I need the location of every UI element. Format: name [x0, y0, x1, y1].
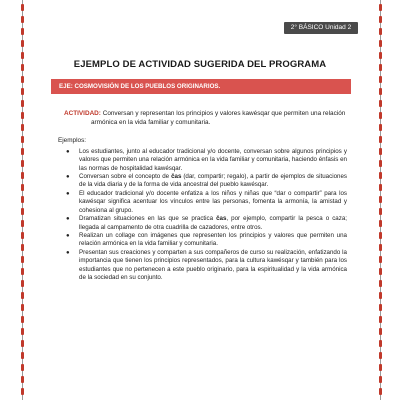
stitch-mark [21, 364, 24, 371]
bullet-icon: ● [66, 191, 70, 198]
stitch-mark [21, 88, 24, 95]
examples-list [64, 148, 347, 282]
stitch-mark [379, 256, 382, 263]
stitch-mark [379, 340, 382, 347]
bullet-icon: ● [66, 216, 70, 223]
stitch-mark [379, 184, 382, 191]
stitch-mark [21, 352, 24, 359]
list-item: ● Presentan sus creaciones y comparten a sus compañeros de curso su realización, enfatizando la importancia que tienen los principios representados, para la cultura kawésqar y también para los estudiantes que no pertenecen a este pueblo originario, para la espiritualidad y la vida armónica de la sociedad en su conjunto. [66, 249, 347, 281]
stitch-mark [21, 376, 24, 383]
stitch-mark [379, 304, 382, 311]
stitch-mark [379, 88, 382, 95]
bullet-icon: ● [66, 250, 70, 257]
stitch-mark [379, 148, 382, 155]
list-item: ● Conversan sobre el concepto de čas (dar, compartir; regalo), a partir de ejemplos de situaciones de la vida diaria y de la forma de vida ancestral del pueblo kawésqar. [66, 173, 347, 189]
stitch-mark [379, 208, 382, 215]
stitch-mark [21, 112, 24, 119]
stitch-mark [21, 28, 24, 35]
activity-text-line2: armónica en la vida familiar y comunitaria. [91, 119, 211, 126]
stitch-mark [21, 4, 24, 11]
stitch-mark [379, 376, 382, 383]
stitch-mark [379, 160, 382, 167]
stitch-mark [379, 124, 382, 131]
stitch-mark [21, 136, 24, 143]
stitch-mark [379, 328, 382, 335]
stitch-mark [379, 16, 382, 23]
stitch-mark [379, 220, 382, 227]
stitch-mark [379, 28, 382, 35]
stitch-mark [21, 256, 24, 263]
stitch-mark [21, 40, 24, 47]
stitch-mark [21, 76, 24, 83]
stitch-mark [379, 268, 382, 275]
stitch-mark [21, 232, 24, 239]
page-title: EJEMPLO DE ACTIVIDAD SUGERIDA DEL PROGRAMA [73, 59, 327, 70]
stitch-mark [379, 244, 382, 251]
bullet-icon: ● [66, 233, 70, 240]
stitch-mark [21, 268, 24, 275]
stitch-mark [379, 280, 382, 287]
activity-block [64, 109, 354, 127]
stitch-mark [21, 100, 24, 107]
stitch-mark [379, 292, 382, 299]
stitch-mark [21, 280, 24, 287]
list-item: ● Los estudiantes, junto al educador tradicional y/o docente, conversan sobre algunos principios y valores que permiten una relación armónica en la vida familiar y comunitaria, haciendo énfasis en las normas de hospitalidad kawésqar. [66, 148, 347, 172]
stitch-mark [21, 340, 24, 347]
bullet-icon: ● [66, 174, 70, 181]
stitch-mark [21, 196, 24, 203]
stitch-mark [379, 112, 382, 119]
stitch-mark [379, 232, 382, 239]
grade-unit-badge: 2° BÁSICO Unidad 2 [284, 22, 358, 34]
stitch-mark [379, 196, 382, 203]
stitch-mark [21, 52, 24, 59]
stitch-mark [21, 388, 24, 395]
list-item: ● Dramatizan situaciones en las que se practica čas, por ejemplo, compartir la pesca o caza; llegada al campamento de otra cuadrilla de cazadores, entre otros. [66, 215, 347, 231]
eje-label: EJE: COSMOVISIÓN DE LOS PUEBLOS ORIGINARIOS. [59, 83, 221, 90]
stitch-mark [21, 244, 24, 251]
stitch-mark [21, 124, 24, 131]
stitch-mark [379, 76, 382, 83]
activity-label: ACTIVIDAD: [64, 110, 101, 117]
stitch-mark [21, 184, 24, 191]
stitch-mark [379, 52, 382, 59]
list-item: ● Realizan un collage con imágenes que representen los principios y valores que permiten una relación armónica en la vida familiar y comunitaria. [66, 232, 347, 248]
activity-text-line1: Conversan y representan los principios y valores kawésqar que permiten una relación [100, 110, 346, 117]
stitch-mark [379, 352, 382, 359]
examples-label: Ejemplos: [58, 137, 87, 144]
stitch-mark [21, 292, 24, 299]
stitch-mark [379, 388, 382, 395]
stitch-mark [21, 172, 24, 179]
stitch-mark [21, 160, 24, 167]
stitch-mark [21, 220, 24, 227]
stitch-mark [379, 316, 382, 323]
stitch-mark [379, 64, 382, 71]
bullet-icon: ● [66, 149, 70, 155]
stitch-mark [21, 208, 24, 215]
stitch-mark [21, 328, 24, 335]
eje-banner [51, 79, 351, 94]
stitch-mark [379, 172, 382, 179]
stitch-mark [21, 148, 24, 155]
stitch-mark [379, 40, 382, 47]
stitch-mark [379, 100, 382, 107]
stitch-mark [21, 64, 24, 71]
stitch-mark [379, 4, 382, 11]
stitch-mark [379, 364, 382, 371]
stitch-mark [21, 316, 24, 323]
stitch-mark [379, 136, 382, 143]
stitch-mark [21, 16, 24, 23]
stitch-mark [21, 304, 24, 311]
list-item: ● El educador tradicional y/o docente enfatiza a los niños y niñas que “dar o compartir” para los kawésqar significa acentuar los vínculos entre las personas, fomenta la armonía, la amistad y cohesiona al grupo. [66, 190, 347, 214]
